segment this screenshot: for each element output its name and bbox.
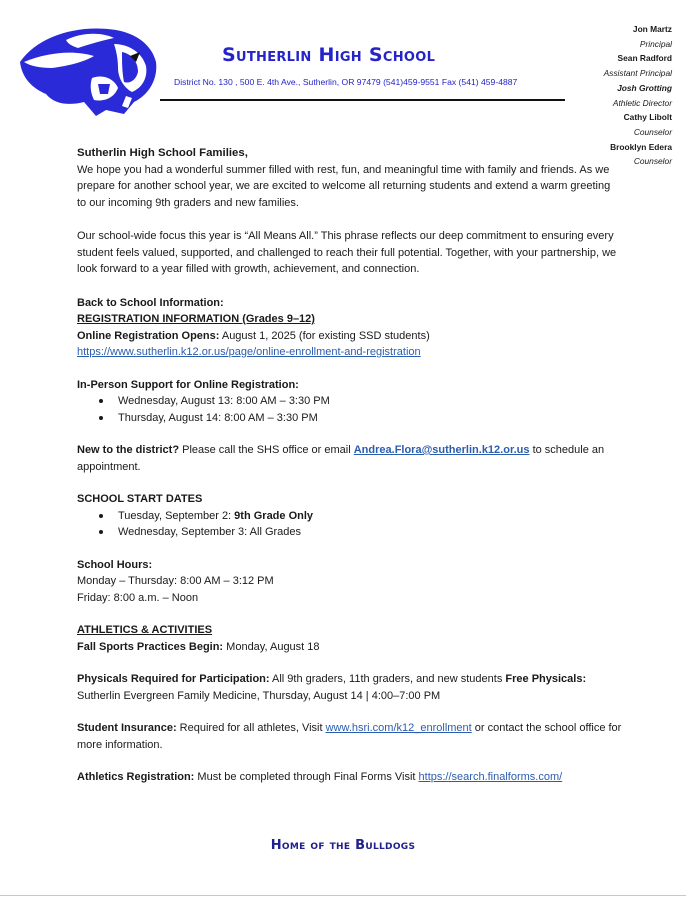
- online-registration-line: [77, 328, 622, 345]
- letter-paragraph: Our school-wide focus this year is “All Means All.” This phrase reflects our deep commitment to ensuring every student feels valued, supported, and challenged to reach their full potential. Together, with your partnership, we look forward to a year filled with growth, achievement, and connection.: [77, 230, 617, 275]
- bottom-divider: [0, 895, 686, 896]
- section-heading: Back to School Information:: [77, 296, 224, 309]
- section-heading: REGISTRATION INFORMATION (Grades 9–12): [77, 313, 315, 325]
- header-divider: [160, 99, 565, 101]
- staff-title: Principal: [639, 38, 672, 49]
- list-item: Tuesday, September 2: 9th Grade Only: [118, 508, 622, 525]
- section-heading: SCHOOL START DATES: [77, 493, 203, 505]
- online-registration-link[interactable]: https://www.sutherlin.k12.or.us/page/online-enrollment-and-registration: [77, 346, 421, 358]
- insurance-line: Student Insurance: Required for all athletes, Visit www.hsri.com/k12_enrollment or contact the school office for more information.: [77, 722, 622, 751]
- letter-greeting: Sutherlin High School Families,: [77, 147, 248, 159]
- staff-name: Cathy Libolt: [623, 112, 672, 123]
- school-address: District No. 130 , 500 E. 4th Ave., Sutherlin, OR 97479 (541)459-9551 Fax (541) 459-4887: [174, 77, 518, 87]
- new-district-label: New to the district?: [77, 444, 180, 456]
- hours-line: Monday – Thursday: 8:00 AM – 3:12 PM: [77, 575, 274, 587]
- letter-body: [77, 145, 622, 786]
- list-item: Wednesday, August 13: 8:00 AM – 3:30 PM: [118, 393, 622, 410]
- staff-title: Athletic Director: [612, 97, 672, 108]
- section-heading: School Hours:: [77, 558, 153, 571]
- hours-line: Friday: 8:00 a.m. – Noon: [77, 591, 199, 604]
- insurance-link[interactable]: www.hsri.com/k12_enrollment: [325, 722, 472, 734]
- physicals-line: Physicals Required for Participation: All 9th graders, 11th graders, and new students Free Physicals: Sutherlin Evergreen Family Medicine, Thursday, August 14 | 4:00–7:00 PM: [77, 673, 587, 702]
- list-item: Wednesday, September 3: All Grades: [118, 524, 622, 541]
- section-heading: ATHLETICS & ACTIVITIES: [77, 624, 213, 636]
- staff-name: Jon Martz: [632, 24, 672, 34]
- bulldog-mascot-icon: [18, 22, 160, 118]
- staff-title: Counselor: [633, 126, 672, 137]
- footer-tagline: Home of the Bulldogs: [270, 838, 416, 853]
- staff-name: Josh Grotting: [617, 82, 672, 93]
- staff-name: Sean Radford: [617, 53, 672, 64]
- contact-email-link[interactable]: Andrea.Flora@sutherlin.k12.or.us: [353, 444, 530, 456]
- staff-title: Counselor: [633, 156, 672, 167]
- section-heading: In-Person Support for Online Registration:: [77, 378, 299, 391]
- staff-name: Brooklyn Edera: [610, 141, 672, 152]
- online-registration-value: August 1, 2025 (for existing SSD students): [219, 329, 430, 342]
- online-registration-label: Online Registration Opens:: [77, 329, 220, 342]
- fall-sports-line: Fall Sports Practices Begin: Monday, August 18: [77, 640, 320, 653]
- finalforms-link[interactable]: https://search.finalforms.com/: [418, 771, 563, 783]
- athletics-registration-line: Athletics Registration: Must be completed through Final Forms Visit https://search.finalforms.com/: [77, 771, 563, 783]
- letter-paragraph: We hope you had a wonderful summer filled with rest, fun, and meaningful time with family and friends. As we prepare for another school year, we are excited to welcome all returning students and extend a warm greeting to our incoming 9th graders and new families.: [77, 163, 611, 209]
- new-district-line: New to the district? Please call the SHS office or email Andrea.Flora@sutherlin.k12.or.us to schedule an appointment.: [77, 444, 605, 473]
- staff-title: Assistant Principal: [603, 68, 672, 79]
- list-item: Thursday, August 14: 8:00 AM – 3:30 PM: [118, 410, 622, 427]
- school-name: Sutherlin High School: [222, 44, 436, 66]
- inperson-support-list: [77, 393, 622, 426]
- start-dates-list: [77, 508, 622, 541]
